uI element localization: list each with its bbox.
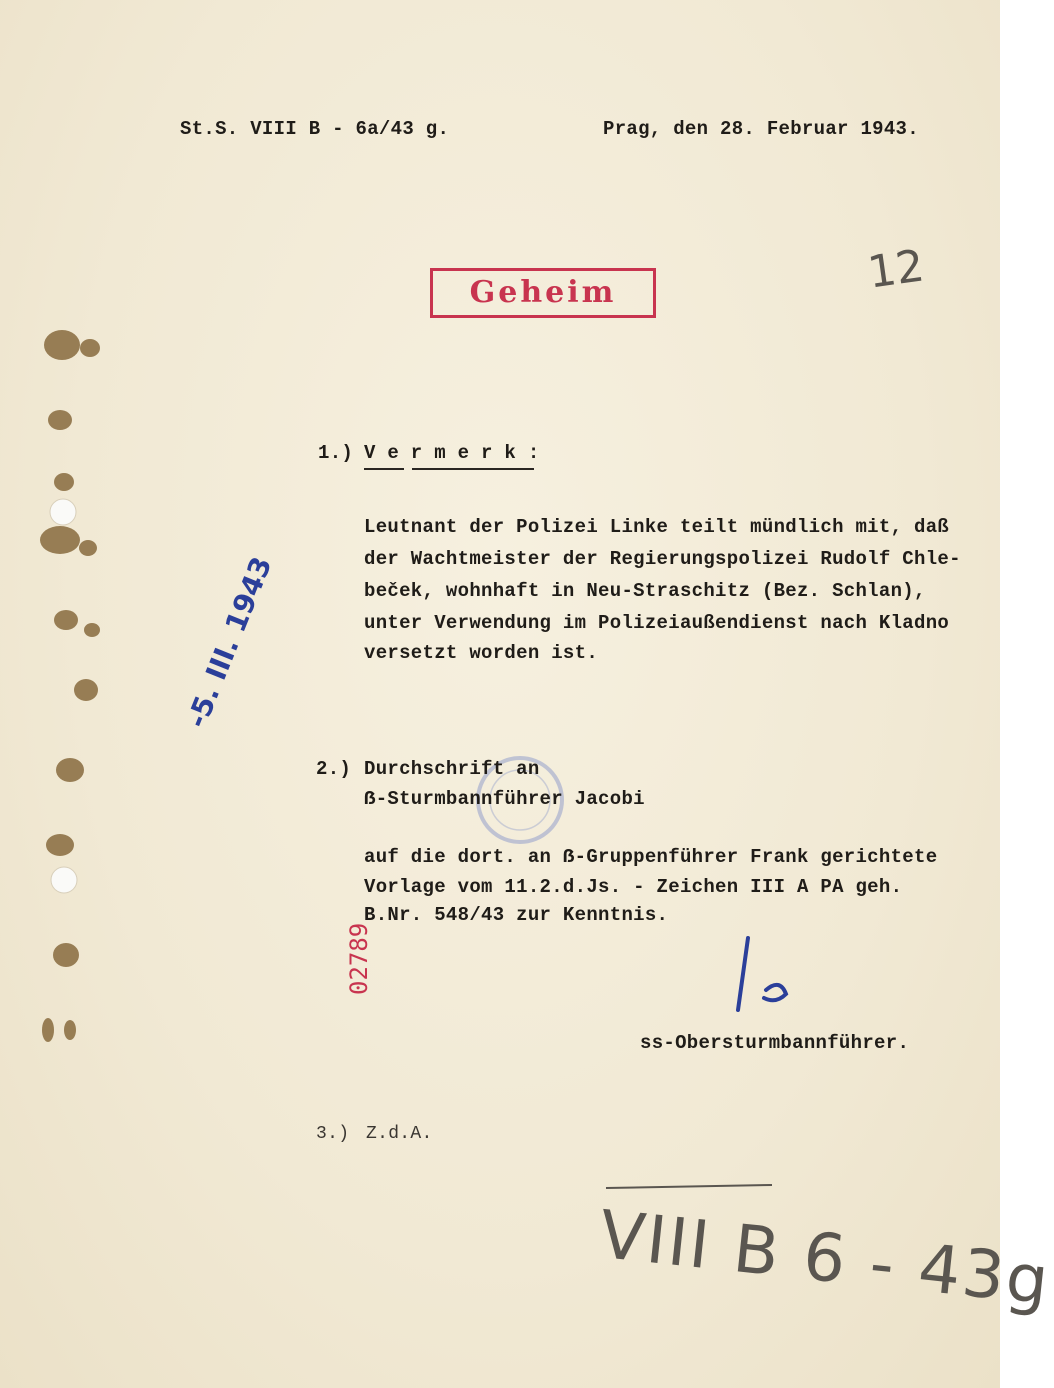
rust-stain-icon — [56, 758, 84, 782]
reference-number: St.S. VIII B - 6a/43 g. — [180, 118, 450, 140]
section2-body-1: auf die dort. an ẞ-Gruppenführer Frank gerichtete — [364, 846, 938, 868]
rust-stain-icon — [64, 1020, 76, 1040]
section2-number: 2.) — [316, 758, 352, 780]
section1-heading: V e r m e r k : — [364, 442, 540, 464]
section2-line-2: ẞ-Sturmbannführer Jacobi — [364, 788, 645, 810]
page-number: 12 — [864, 240, 928, 299]
place-date: Prag, den 28. Februar 1943. — [603, 118, 919, 140]
rust-stain-icon — [44, 330, 80, 360]
section1-line-4: unter Verwendung im Polizeiaußendienst nach Kladno — [364, 612, 950, 634]
signature-mark-icon — [738, 938, 786, 1010]
rust-stain-icon — [46, 834, 74, 856]
rust-stain-icon — [80, 339, 100, 357]
classification-stamp — [430, 268, 656, 318]
binder-hole-icon — [50, 499, 76, 525]
red-number-stamp: 02789 — [345, 922, 373, 995]
classification-stamp-text: Geheim — [469, 275, 617, 310]
blue-date-stamp: -5. III. 1943 — [180, 552, 279, 733]
rust-stain-icon — [84, 623, 100, 637]
section1-number: 1.) — [318, 442, 354, 464]
section1-line-1: Leutnant der Polizei Linke teilt mündlich mit, daß — [364, 516, 950, 538]
heading-underline — [364, 468, 404, 470]
section1-line-2: der Wachtmeister der Regierungspolizei Rudolf Chle- — [364, 548, 961, 570]
section1-line-5: versetzt worden ist. — [364, 642, 599, 664]
rust-stain-icon — [42, 1018, 54, 1042]
rust-stain-icon — [74, 679, 98, 701]
handwritten-file-ref: VIII B 6 - 43g — [595, 1196, 1054, 1320]
rust-stain-icon — [53, 943, 79, 967]
section2-body-3: B.Nr. 548/43 zur Kenntnis. — [364, 904, 669, 926]
signature-title: ss-Obersturmbannführer. — [640, 1032, 910, 1054]
section1-line-3: beček, wohnhaft in Neu-Straschitz (Bez. Schlan), — [364, 580, 926, 602]
section3-number: 3.) — [316, 1124, 350, 1144]
rust-stain-icon — [79, 540, 97, 556]
section3-text: Z.d.A. — [366, 1124, 433, 1144]
rust-stain-icon — [54, 610, 78, 630]
section2-line-1: Durchschrift an — [364, 758, 540, 780]
rust-stain-icon — [54, 473, 74, 491]
section2-body-2: Vorlage vom 11.2.d.Js. - Zeichen III A PA geh. — [364, 876, 903, 898]
rust-stain-icon — [48, 410, 72, 430]
heading-underline — [412, 468, 534, 470]
binder-hole-icon — [51, 867, 77, 893]
rust-stain-icon — [40, 526, 80, 554]
